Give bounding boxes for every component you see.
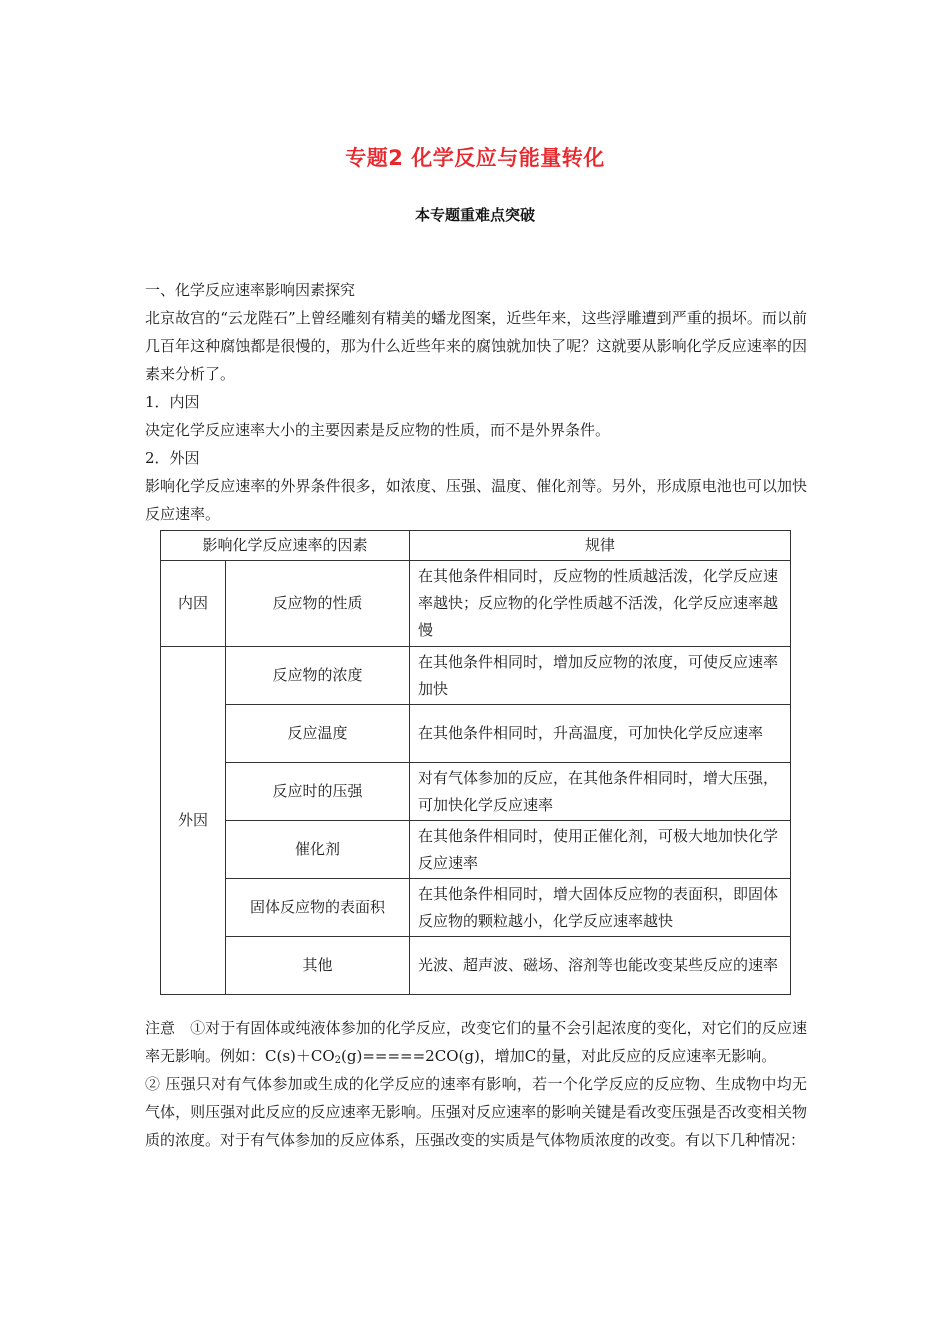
table-row (161, 561, 791, 647)
internal-cause-label: 内因 (161, 561, 226, 647)
intro-paragraph: 北京故宫的“云龙陛石”上曾经雕刻有精美的蟠龙图案，近些年来，这些浮雕遭到严重的损坏。而以前几百年这种腐蚀都是很慢的，那为什么近些年来的腐蚀就加快了呢？这就要从影响化学反应速率的因素来分析了。 (145, 309, 807, 383)
factor-cell: 反应物的浓度 (226, 647, 410, 705)
table-row (161, 937, 791, 995)
external-factor-text: 影响化学反应速率的外界条件很多，如浓度、压强、温度、催化剂等。另外，形成原电池也可以加快反应速率。 (145, 477, 807, 523)
table-row (161, 647, 791, 705)
section-intro (145, 276, 807, 528)
rule-cell: 在其他条件相同时，使用正催化剂，可极大地加快化学反应速率 (410, 821, 791, 879)
header-factor: 影响化学反应速率的因素 (161, 531, 410, 561)
header-rule: 规律 (410, 531, 791, 561)
rule-cell: 在其他条件相同时，升高温度，可加快化学反应速率 (410, 705, 791, 763)
rule-cell: 在其他条件相同时，反应物的性质越活泼，化学反应速率越快；反应物的化学性质越不活泼，化学反应速率越慢 (410, 561, 791, 647)
note-2: ② 压强只对有气体参加或生成的化学反应的速率有影响，若一个化学反应的反应物、生成物中均无气体，则压强对此反应的反应速率无影响。压强对反应速率的影响关键是看改变压强是否改变相关物质的浓度。对于有气体参加的反应体系，压强改变的实质是气体物质浓度的改变。有以下几种情况： (145, 1075, 807, 1149)
section-notes (145, 1014, 807, 1154)
rule-cell: 在其他条件相同时，增加反应物的浓度，可使反应速率加快 (410, 647, 791, 705)
factor-cell: 反应温度 (226, 705, 410, 763)
internal-factor-label: 1．内因 (145, 393, 200, 411)
rule-cell: 对有气体参加的反应，在其他条件相同时，增大压强，可加快化学反应速率 (410, 763, 791, 821)
factor-cell: 固体反应物的表面积 (226, 879, 410, 937)
table-row (161, 879, 791, 937)
table-row (161, 821, 791, 879)
document-title: 专题2 化学反应与能量转化 (345, 146, 605, 170)
factor-cell: 反应时的压强 (226, 763, 410, 821)
section-heading: 一、化学反应速率影响因素探究 (145, 281, 356, 299)
note-1-subscript: 2 (334, 1055, 342, 1066)
rule-cell: 光波、超声波、磁场、溶剂等也能改变某些反应的速率 (410, 937, 791, 995)
note-1 (145, 1014, 807, 1070)
rule-cell: 在其他条件相同时，增大固体反应物的表面积，即固体反应物的颗粒越小，化学反应速率越快 (410, 879, 791, 937)
external-factor-label: 2．外因 (145, 449, 200, 467)
external-cause-label: 外因 (161, 647, 226, 995)
document-subtitle: 本专题重难点突破 (414, 206, 535, 224)
table-header-row (161, 531, 791, 561)
factor-cell: 其他 (226, 937, 410, 995)
note-1-prefix: 注意 ①对于有固体或纯液体参加的化学反应，改变它们的量不会引起浓度的变化，对它们的反应速率无影响。例如：C(s)＋CO (145, 1019, 807, 1065)
internal-factor-text: 决定化学反应速率大小的主要因素是反应物的性质，而不是外界条件。 (145, 421, 611, 439)
factor-cell: 反应物的性质 (226, 561, 410, 647)
table-row (161, 705, 791, 763)
rate-factors-table (160, 530, 791, 995)
note-1-suffix: (g)=====2CO(g)，增加C的量，对此反应的反应速率无影响。 (341, 1047, 777, 1065)
table-row (161, 763, 791, 821)
factor-cell: 催化剂 (226, 821, 410, 879)
